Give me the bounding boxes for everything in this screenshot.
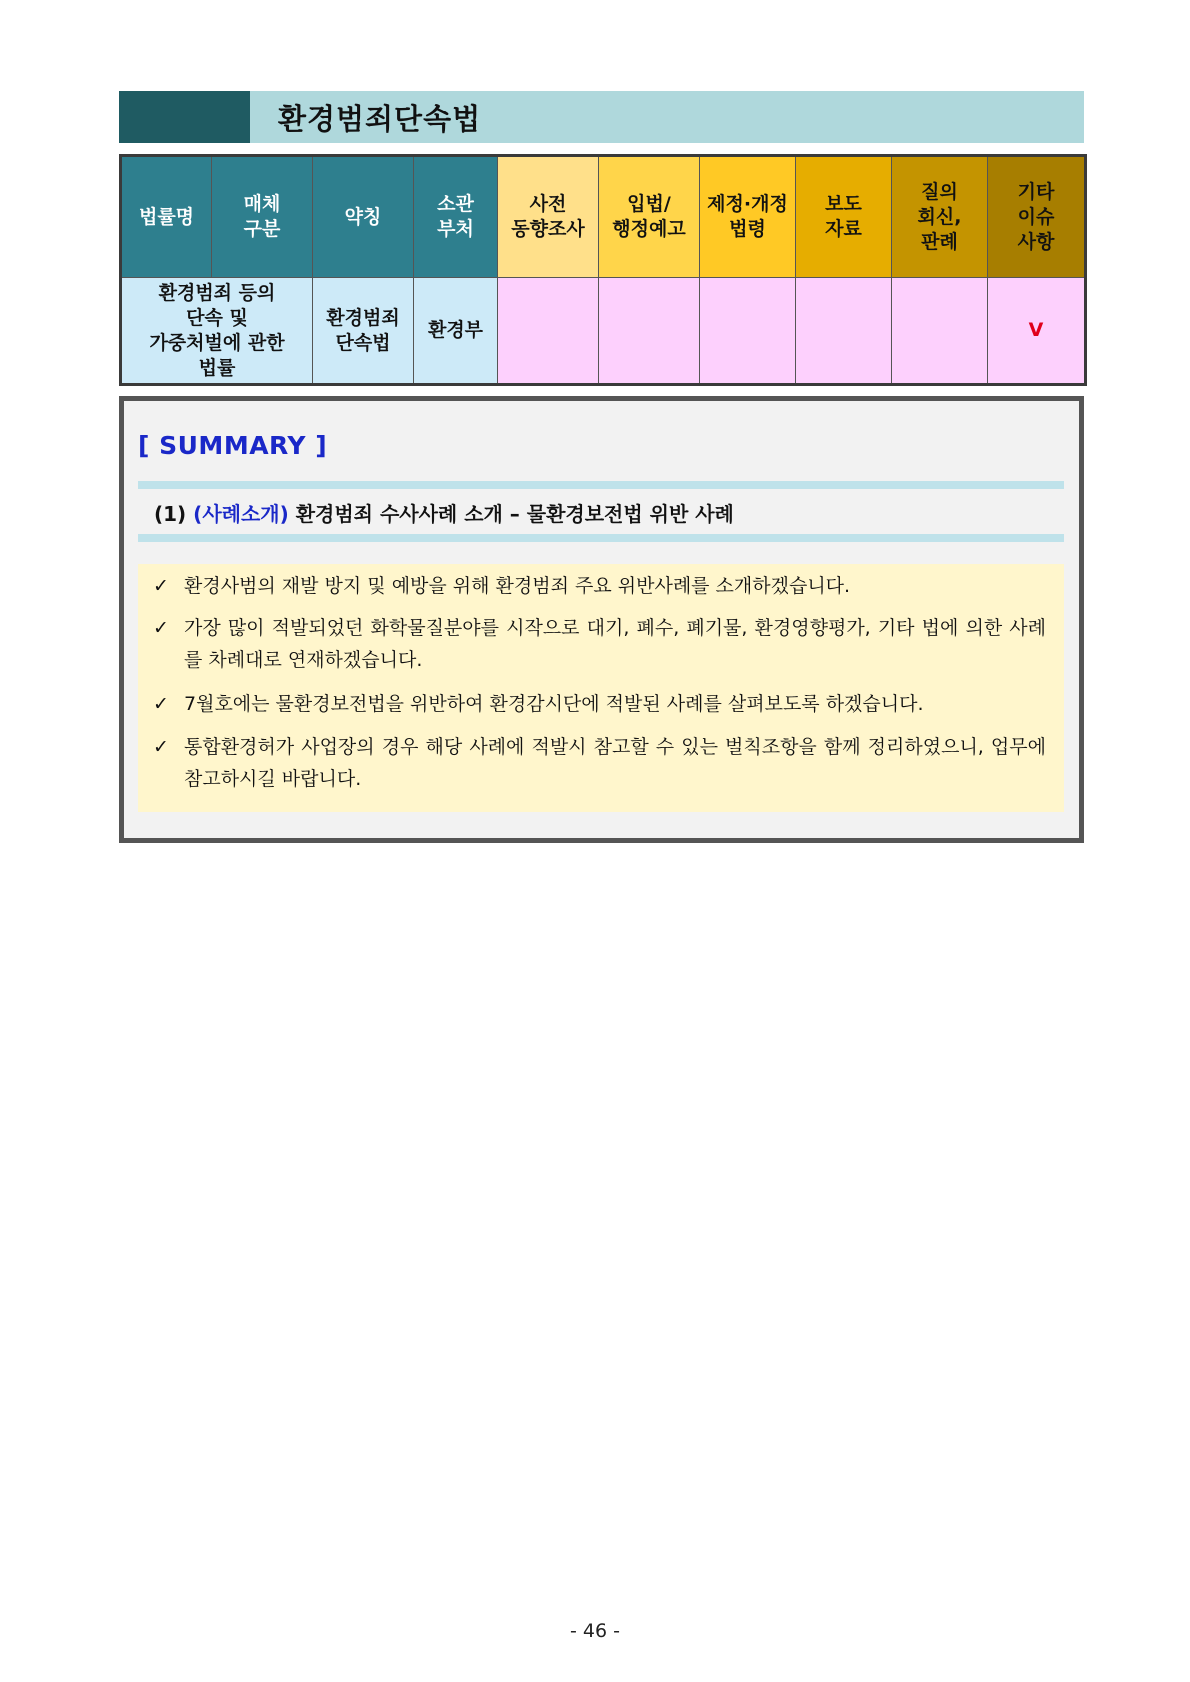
- title-banner: [250, 91, 1084, 143]
- header-label: 입법/ 행정예고: [612, 193, 686, 240]
- header-legislative-notice: [599, 156, 700, 278]
- subheading-text: 환경범죄 수사사례 소개 – 물환경보전법 위반 사례: [295, 502, 734, 526]
- header-label: 제정·개정 법령: [707, 193, 788, 240]
- note-text: 가장 많이 적발되었던 화학물질분야를 시작으로 대기, 폐수, 폐기물, 환경영향평가, 기타 법에 의한 사례를 차례대로 연재하겠습니다.: [184, 617, 1046, 671]
- header-abbreviation: [313, 156, 414, 278]
- check-icon: ✓: [153, 736, 169, 758]
- law-name-text: 환경범죄 등의 단속 및 가중처벌에 관한 법률: [149, 281, 285, 379]
- cell-prior-trend: [498, 278, 599, 385]
- summary-title: [ SUMMARY ]: [138, 431, 328, 460]
- divider: [138, 481, 1064, 489]
- header-press-release: [796, 156, 892, 278]
- cell-enactment-revision: [700, 278, 796, 385]
- abbreviation-text: 환경범죄 단속법: [326, 306, 400, 354]
- cell-inquiry-precedent: [892, 278, 988, 385]
- cell-other-issues: [988, 278, 1086, 385]
- cell-legislative-notice: [599, 278, 700, 385]
- cell-press-release: [796, 278, 892, 385]
- table-header-row: [121, 156, 1086, 278]
- check-icon: ✓: [153, 575, 169, 597]
- header-label: 질의 회신, 판례: [917, 180, 962, 253]
- divider: [138, 534, 1064, 542]
- cell-ministry: [414, 278, 498, 385]
- check-icon: ✓: [153, 693, 169, 715]
- cell-law-name: [121, 278, 313, 385]
- note-text: 7월호에는 물환경보전법을 위반하여 환경감시단에 적발된 사례를 살펴보도록 하겠습니다.: [184, 693, 924, 715]
- law-info-table: [119, 154, 1087, 386]
- list-item: [138, 612, 1064, 676]
- header-law-name: [121, 156, 212, 278]
- header-inquiry-precedent: [892, 156, 988, 278]
- section-title: 환경범죄단속법: [278, 101, 482, 136]
- note-text: 통합환경허가 사업장의 경우 해당 사례에 적발시 참고할 수 있는 벌칙조항을 함께 정리하였으니, 업무에 참고하시길 바랍니다.: [184, 736, 1046, 790]
- check-icon: ✓: [153, 617, 169, 639]
- summary-notes: [138, 564, 1064, 812]
- summary-box: [119, 396, 1084, 843]
- header-media-type: [212, 156, 313, 278]
- header-prior-trend: [498, 156, 599, 278]
- header-label: 기타 이슈 사항: [1017, 180, 1055, 253]
- header-ministry: [414, 156, 498, 278]
- list-item: [138, 570, 1064, 602]
- title-accent-block: [119, 91, 250, 143]
- header-label: 약칭: [344, 205, 382, 228]
- header-label: 법률명: [138, 205, 195, 228]
- header-label: 사전 동향조사: [511, 193, 585, 240]
- subheading-number: (1): [154, 502, 187, 526]
- header-label: 소관 부처: [437, 193, 474, 240]
- header-enactment-revision: [700, 156, 796, 278]
- header-label: 매체 구분: [243, 193, 281, 240]
- list-item: [138, 688, 1064, 720]
- subheading-category: (사례소개): [193, 502, 289, 526]
- cell-abbreviation: [313, 278, 414, 385]
- table-row: [121, 278, 1086, 385]
- summary-subheading: [154, 498, 734, 527]
- ministry-text: 환경부: [427, 319, 484, 341]
- header-label: 보도 자료: [825, 193, 862, 240]
- note-text: 환경사범의 재발 방지 및 예방을 위해 환경범죄 주요 위반사례를 소개하겠습니다.: [184, 575, 851, 597]
- header-other-issues: [988, 156, 1086, 278]
- section-title-bar: [119, 91, 1084, 143]
- list-item: [138, 731, 1064, 795]
- check-mark: V: [1028, 319, 1044, 341]
- page-number: - 46 -: [570, 1620, 620, 1642]
